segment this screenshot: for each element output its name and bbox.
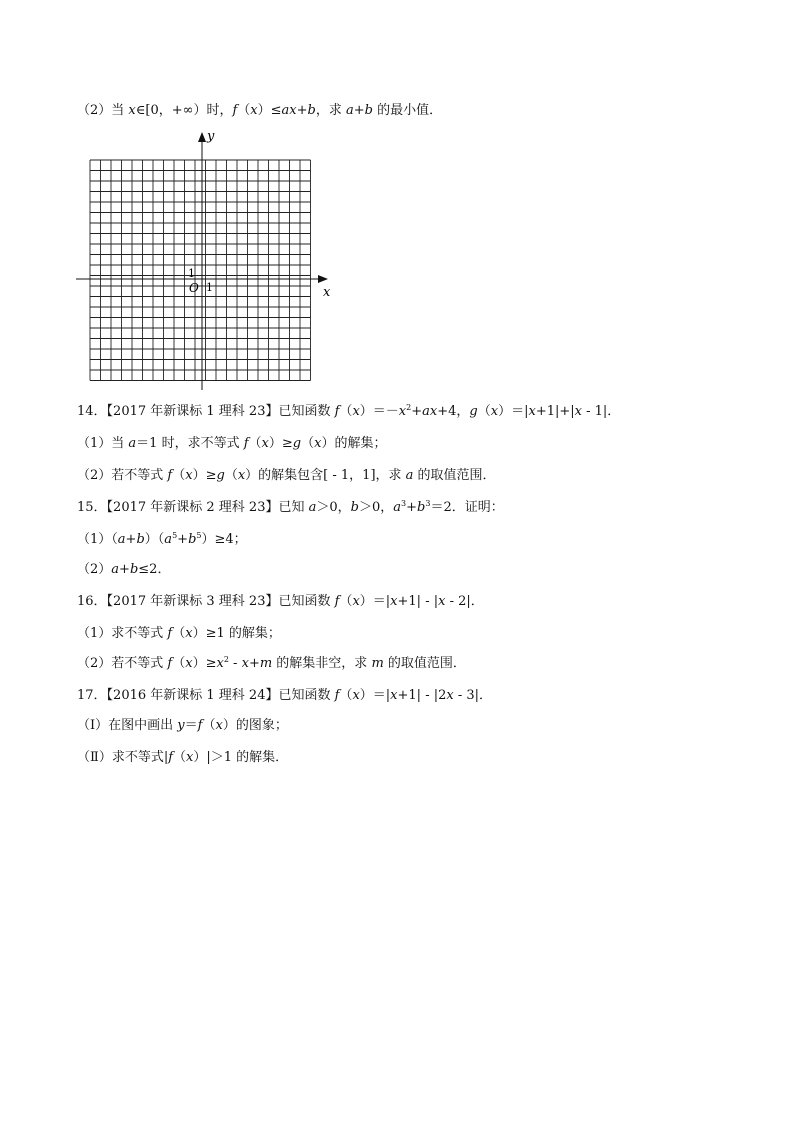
y-unit-label: 1	[188, 267, 195, 280]
text-line-10: 17．【2016 年新课标 1 理科 24】已知函数 f（x）＝|x+1| - |2x - 3|．	[77, 688, 493, 703]
y-axis-label: y	[207, 129, 215, 144]
x-unit-label: 1	[206, 281, 213, 294]
x-axis-label: x	[323, 285, 331, 300]
text-line-2: （1）当 a＝1 时，求不等式 f（x）≥g（x）的解集；	[77, 436, 387, 451]
grid-lines	[90, 160, 311, 381]
text-line-5: $(1)(a+b)(a^5+b^5)\ge 4$；	[77, 531, 247, 547]
coordinate-grid	[76, 128, 336, 396]
y-axis-arrow-icon	[198, 132, 206, 142]
text-line-4: 15．【2017 年新课标 2 理科 23】已知 a＞0，b＞0，$a^3+b^3=2$．证明：	[77, 499, 504, 515]
text-line-0: （2）当 x∈[0，+∞）时，f（x）≤ax+b，求 a+b 的最小值．	[77, 103, 443, 118]
text-line-3: （2）若不等式 f（x）≥g（x）的解集包含[ - 1，1]，求 a 的取值范围．	[77, 468, 496, 483]
text-line-7: 16．【2017 年新课标 3 理科 23】已知函数 f（x）＝|x+1| - |x - 2|．	[77, 594, 484, 609]
x-axis-arrow-icon	[318, 275, 328, 283]
text-line-12: （Ⅱ）求不等式|f（x）|＞1 的解集．	[77, 750, 289, 765]
text-line-8: （1）求不等式 f（x）≥1 的解集；	[77, 626, 281, 641]
text-line-9: （2）若不等式 $f(x)\ge x^2 - x+m$ 的解集非空，求 m 的取值范围．	[77, 655, 466, 671]
origin-label: O	[189, 281, 199, 295]
text-line-6: （2）a+b≤2．	[77, 562, 171, 577]
text-line-11: （Ⅰ）在图中画出 y＝f（x）的图象；	[77, 718, 288, 733]
text-line-1: 14．【2017 年新课标 1 理科 23】已知函数 $f(x)=-x^2+ax+4$，g（x）＝|x+1|+|x - 1|．	[77, 403, 621, 419]
